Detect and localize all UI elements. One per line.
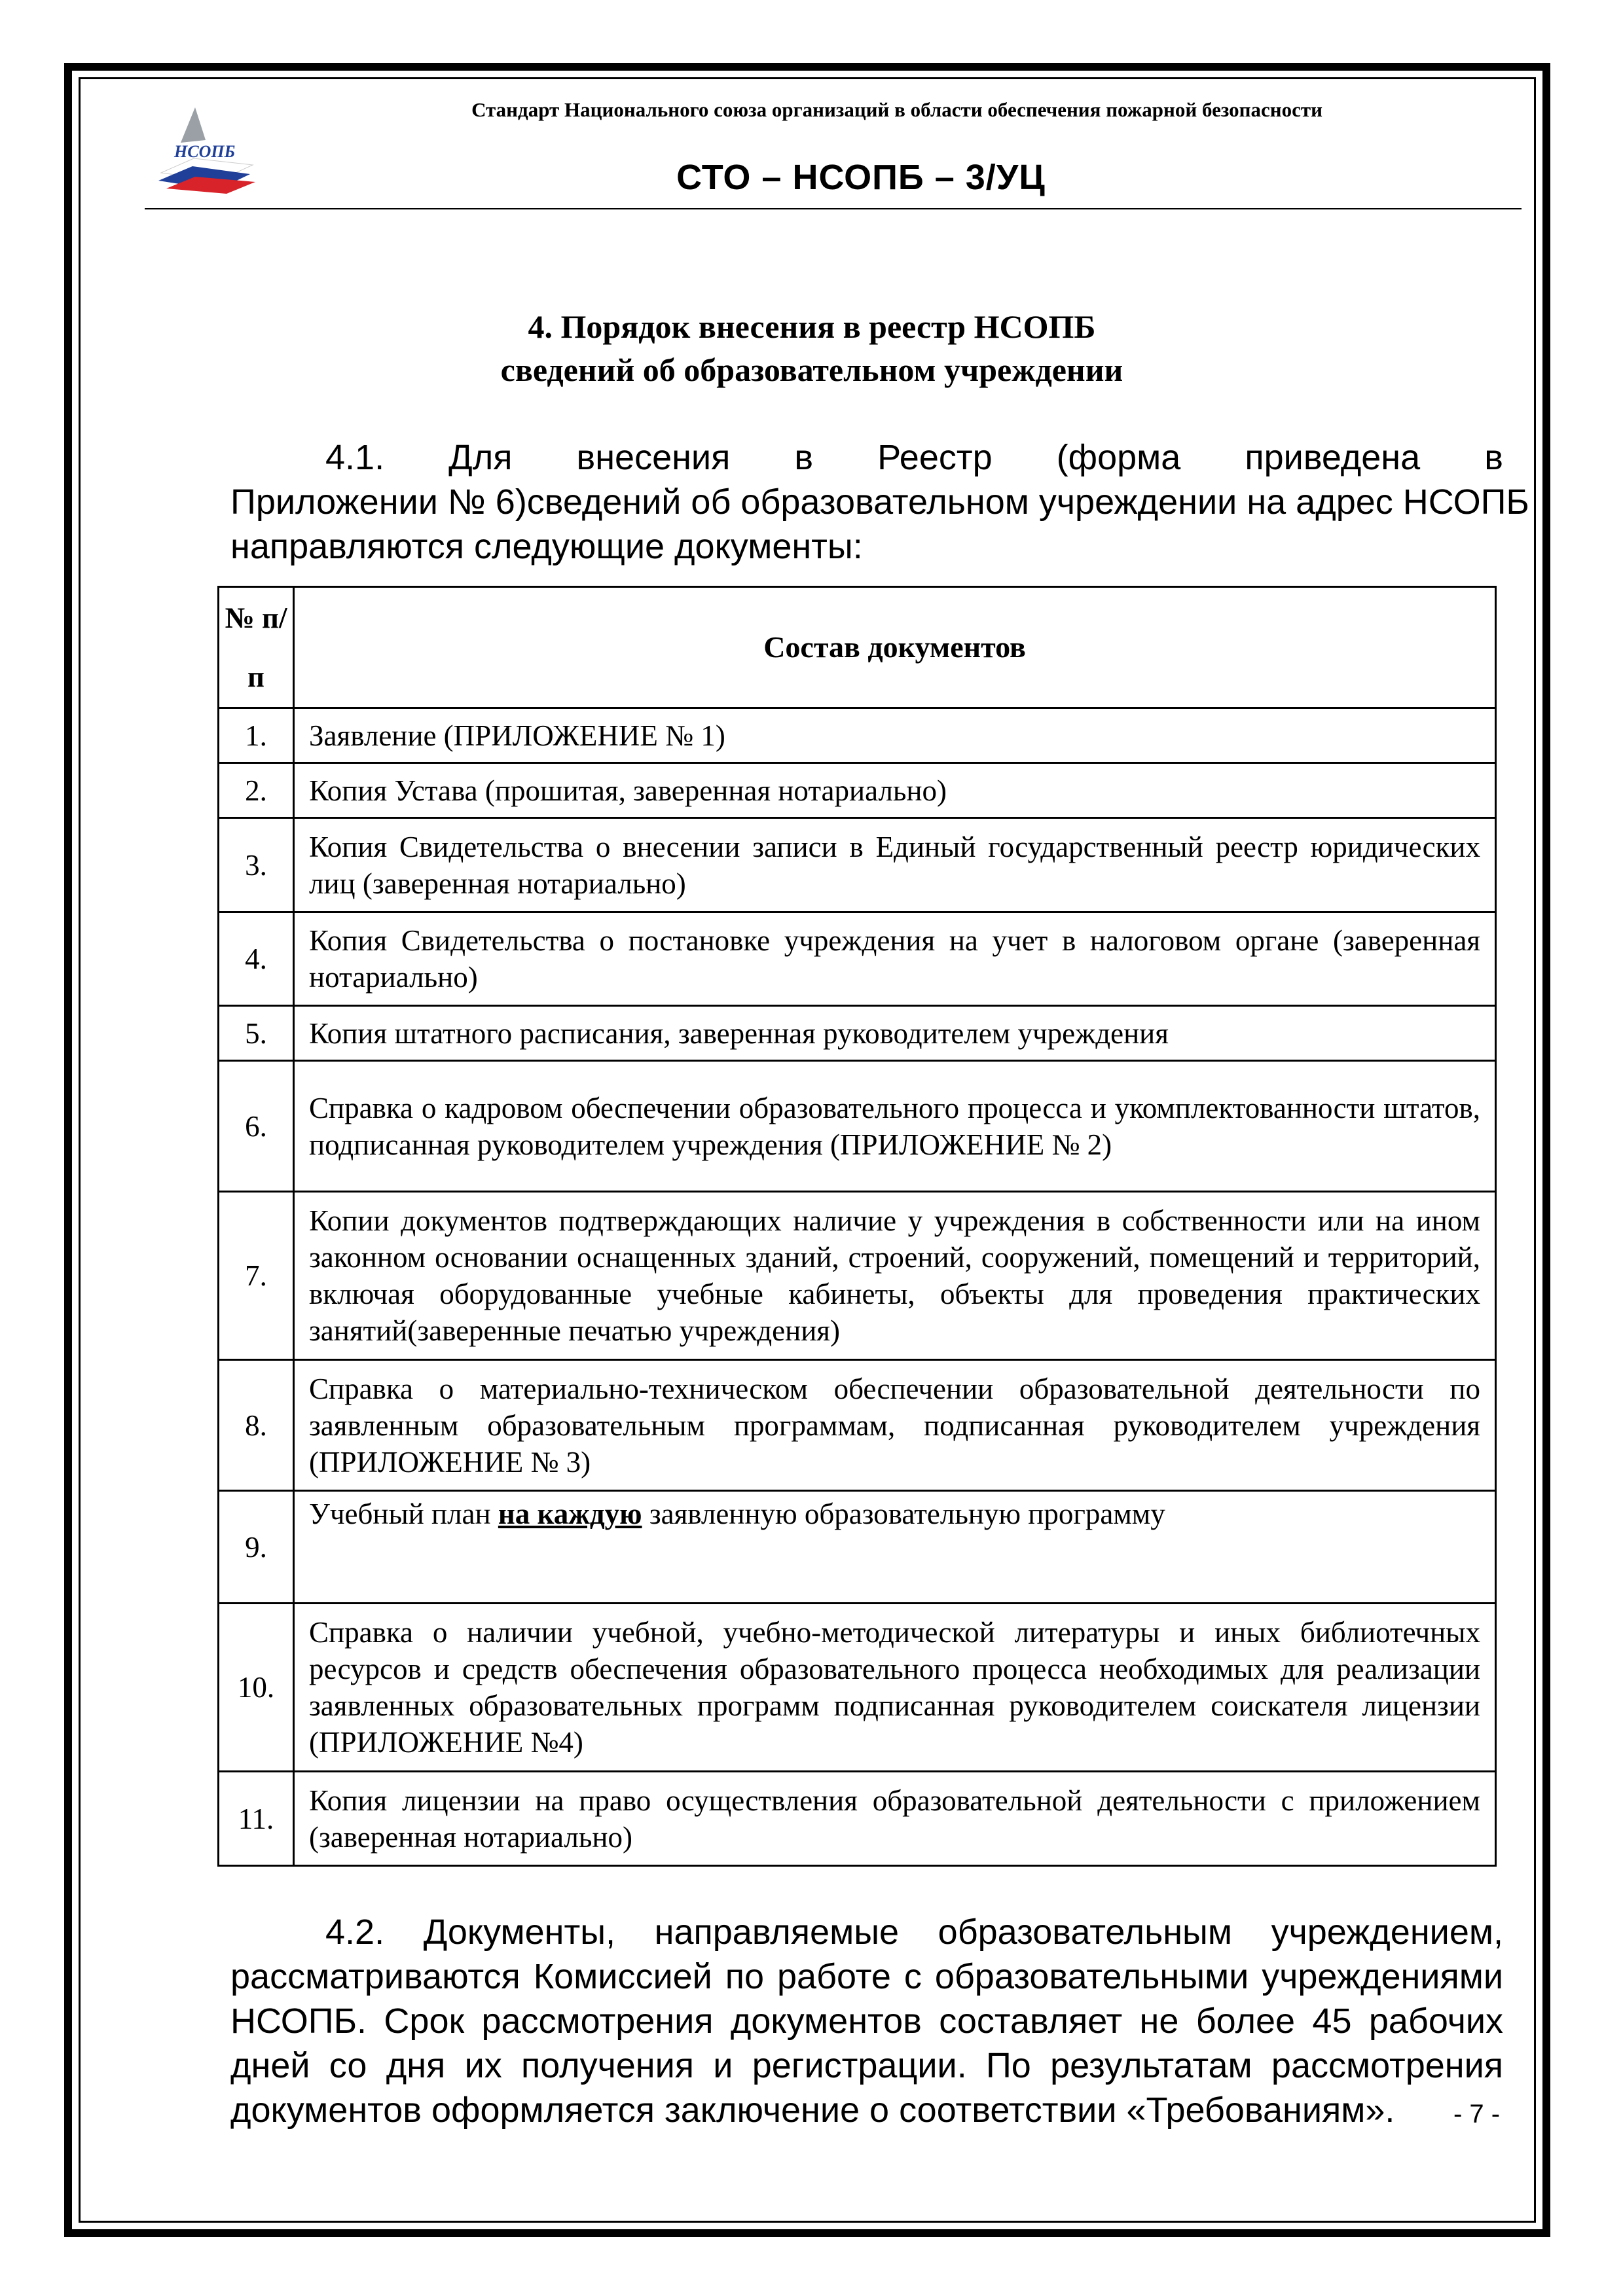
nsopb-logo xyxy=(155,102,259,194)
row-text: Справка о наличии учебной, учебно-методической литературы и иных библиотечных ресурсов и средств обеспечения образовательного процесса необходимых для реализации заявленных образовательных программ подписанная руководителем соискателя лицензии (ПРИЛОЖЕНИЕ №4) xyxy=(294,1604,1496,1772)
row-number: 2. xyxy=(219,763,294,818)
header-number-cell: № п/п xyxy=(219,587,294,708)
row-number: 7. xyxy=(219,1192,294,1360)
table-row xyxy=(219,1360,1496,1491)
documents-table xyxy=(217,586,1497,1867)
row-text: Справка о кадровом обеспечении образовательного процесса и укомплектованности штатов, подписанная руководителем учреждения (ПРИЛОЖЕНИЕ № 2) xyxy=(294,1061,1496,1192)
row-number: 10. xyxy=(219,1604,294,1772)
table-header-row xyxy=(219,587,1496,708)
p1-word: в xyxy=(794,438,814,477)
p1-word: Для xyxy=(448,438,513,477)
row-number: 11. xyxy=(219,1772,294,1866)
table-row xyxy=(219,1006,1496,1061)
row-number: 9. xyxy=(219,1491,294,1604)
table-row xyxy=(219,1604,1496,1772)
row-text: Копия Свидетельства о постановке учреждения на учет в налоговом органе (заверенная нотариально) xyxy=(294,912,1496,1006)
table-row xyxy=(219,708,1496,763)
logo-gray-triangle xyxy=(181,107,206,143)
row-number: 6. xyxy=(219,1061,294,1192)
p1-word: в xyxy=(1484,438,1503,477)
row-text: Копия Устава (прошитая, заверенная нотариально) xyxy=(294,763,1496,818)
header-divider xyxy=(145,208,1522,209)
table-row xyxy=(219,912,1496,1006)
row-text-emphasis: на каждую xyxy=(498,1498,642,1530)
p1-word: внесения xyxy=(576,438,731,477)
p1-line2: Приложении № 6)сведений об образовательном учреждении на адрес НСОПБ xyxy=(230,482,1529,522)
row-text: Копия лицензии на право осуществления образовательной деятельности с приложением (заверенная нотариально) xyxy=(294,1772,1496,1866)
row-text: Копия штатного расписания, заверенная руководителем учреждения xyxy=(294,1006,1496,1061)
row-text: Заявление (ПРИЛОЖЕНИЕ № 1) xyxy=(294,708,1496,763)
p1-line1 xyxy=(230,435,1503,480)
row-number: 4. xyxy=(219,912,294,1006)
row-text: Копия Свидетельства о внесении записи в Единый государственный реестр юридических лиц (заверенная нотариально) xyxy=(294,818,1496,912)
p1-word: 4.1. xyxy=(325,438,385,477)
row-number: 8. xyxy=(219,1360,294,1491)
row-text-start: Учебный план xyxy=(309,1498,498,1530)
document-code: СТО – НСОПБ – 3/УЦ xyxy=(676,158,1046,197)
row-number: 5. xyxy=(219,1006,294,1061)
p1-word: Реестр xyxy=(877,438,993,477)
row-text xyxy=(294,1491,1496,1604)
row-text: Копии документов подтверждающих наличие у учреждения в собственности или на ином законном основании оснащенных зданий, строений, сооружений, помещений и территорий, включая оборудованные учебные кабинеты, объекты для проведения практических занятий(заверенные печатью учреждения) xyxy=(294,1192,1496,1360)
header-organization: Стандарт Национального союза организаций в области обеспечения пожарной безопасности xyxy=(471,98,1322,121)
page-number: - 7 - xyxy=(1453,2100,1501,2128)
table-row xyxy=(219,1491,1496,1604)
table-row xyxy=(219,1192,1496,1360)
logo-text: НСОПБ xyxy=(174,142,236,161)
p1-word: (форма xyxy=(1056,438,1181,477)
header-title-cell: Состав документов xyxy=(294,587,1496,708)
row-text-end: заявленную образовательную программу xyxy=(642,1498,1165,1530)
paragraph-4-2: 4.2. Документы, направляемые образовательным учреждением, рассматриваются Комиссией по работе с образовательными учреждениями НСОПБ. Срок рассмотрения документов составляет не более 45 рабочих дней со дня их получения и регистрации. По результатам рассмотрения документов оформляется заключение о соответствии «Требованиям». xyxy=(230,1912,1503,2130)
table-row xyxy=(219,1772,1496,1866)
row-text: Справка о материально-техническом обеспечении образовательной деятельности по заявленным образовательным программам, подписанная руководителем учреждения (ПРИЛОЖЕНИЕ № 3) xyxy=(294,1360,1496,1491)
section-title-line1: 4. Порядок внесения в реестр НСОПБ xyxy=(528,308,1096,345)
paragraph-4-1 xyxy=(230,435,1529,569)
table-row xyxy=(219,1061,1496,1192)
table-row xyxy=(219,763,1496,818)
p1-line3: направляются следующие документы: xyxy=(230,527,863,566)
row-number: 3. xyxy=(219,818,294,912)
table-row xyxy=(219,818,1496,912)
row-number: 1. xyxy=(219,708,294,763)
p1-word: приведена xyxy=(1245,438,1421,477)
section-title-line2: сведений об образовательном учреждении xyxy=(500,351,1123,388)
